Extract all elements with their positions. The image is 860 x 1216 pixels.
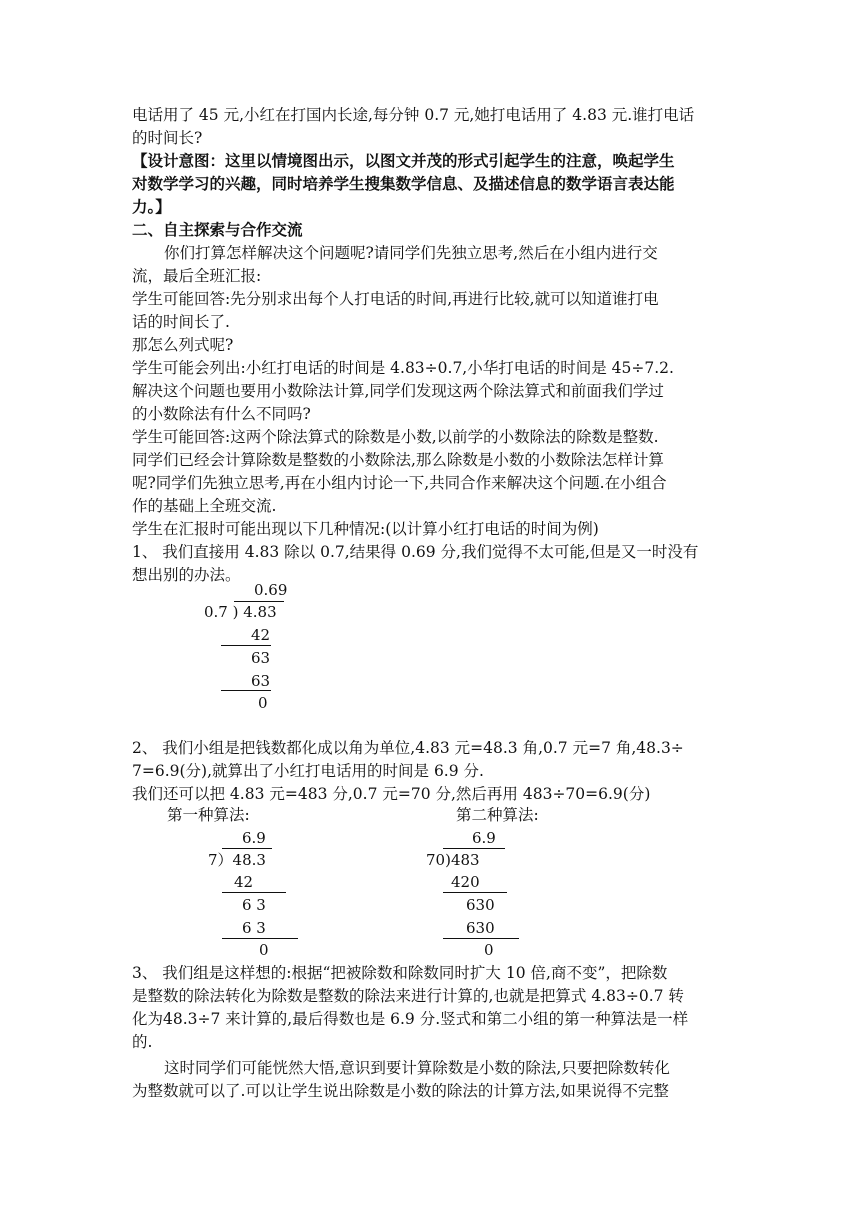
paragraph-line: 学生可能回答:这两个除法算式的除数是小数,以前学的小数除法的除数是整数. (132, 428, 659, 446)
paragraph-line: 的. (132, 1033, 153, 1051)
paragraph-line: 这时同学们可能恍然大悟,意识到要计算除数是小数的除法,只要把除数转化 (164, 1059, 670, 1077)
paragraph-line: 3、 我们组是这样想的:根据“把被除数和除数同时扩大 10 倍,商不变”，把除数 (132, 964, 668, 982)
partial-product: 420 (451, 873, 480, 891)
subtraction-line (222, 892, 286, 893)
remainder: 0 (259, 941, 269, 959)
paragraph-line: 电话用了 45 元,小红在打国内长途,每分钟 0.7 元,她打电话用了 4.83 元.谁打电话 (132, 106, 695, 124)
method-title: 第二种算法: (456, 806, 539, 824)
partial-product: 42 (234, 873, 254, 891)
subtraction-line (443, 938, 519, 939)
paragraph-line: 解决这个问题也要用小数除法计算,同学们发现这两个除法算式和前面我们学过 (132, 382, 664, 400)
partial-remainder: 6 3 (242, 896, 266, 914)
paragraph-line: 作的基础上全班交流. (132, 497, 277, 515)
subtraction-line (222, 938, 298, 939)
design-intent-line: 对数学学习的兴趣，同时培养学生搜集数学信息、及描述信息的数学语言表达能 (132, 175, 675, 193)
paragraph-line: 2、 我们小组是把钱数都化成以角为单位,4.83 元=48.3 角,0.7 元=7 角,48.3÷ (132, 739, 684, 757)
partial-product: 42 (251, 626, 271, 644)
remainder: 0 (484, 941, 494, 959)
design-intent-line: 力。】 (132, 198, 171, 216)
partial-product: 630 (466, 919, 495, 937)
paragraph-line: 7=6.9(分),就算出了小红打电话用的时间是 6.9 分. (132, 762, 484, 780)
paragraph-line: 想出别的办法。 (132, 566, 241, 584)
paragraph-line: 流，最后全班汇报: (132, 267, 262, 285)
quotient: 6.9 (472, 829, 496, 847)
partial-product: 63 (251, 672, 271, 690)
paragraph-line: 化为48.3÷7 来计算的,最后得数也是 6.9 分.竖式和第二小组的第一种算法是一样 (132, 1010, 689, 1028)
subtraction-line (221, 645, 271, 646)
paragraph-line: 呢?同学们先独立思考,再在小组内讨论一下,共同合作来解决这个问题.在小组合 (132, 474, 667, 492)
paragraph-line: 1、 我们直接用 4.83 除以 0.7,结果得 0.69 分,我们觉得不太可能,但是又一时没有 (132, 543, 699, 561)
paragraph-line: 话的时间长了. (132, 313, 230, 331)
remainder: 0 (258, 694, 268, 712)
division-bar (443, 848, 505, 849)
subtraction-line (443, 892, 507, 893)
divisor-dividend: 0.7 ) 4.83 (204, 603, 277, 621)
method-title: 第一种算法: (167, 806, 250, 824)
paragraph-line: 学生可能回答:先分别求出每个人打电话的时间,再进行比较,就可以知道谁打电 (132, 290, 659, 308)
partial-remainder: 630 (466, 896, 495, 914)
subtraction-line (221, 690, 271, 691)
quotient: 6.9 (242, 829, 266, 847)
paragraph-line: 同学们已经会计算除数是整数的小数除法,那么除数是小数的小数除法怎样计算 (132, 451, 664, 469)
paragraph-line: 的时间长? (132, 129, 203, 147)
section-heading: 二、自主探索与合作交流 (132, 221, 303, 239)
paragraph-line: 你们打算怎样解决这个问题呢?请同学们先独立思考,然后在小组内进行交 (164, 244, 658, 262)
paragraph-line: 学生可能会列出:小红打电话的时间是 4.83÷0.7,小华打电话的时间是 45÷7.2. (132, 359, 674, 377)
paragraph-line: 那怎么列式呢? (132, 336, 234, 354)
paragraph-line: 是整数的除法转化为除数是整数的除法来进行计算的,也就是把算式 4.83÷0.7 转 (132, 987, 684, 1005)
paragraph-line: 为整数就可以了.可以让学生说出除数是小数的除法的计算方法,如果说得不完整 (132, 1082, 669, 1100)
divisor-dividend: 7）48.3 (208, 851, 266, 869)
design-intent-line: 【设计意图：这里以情境图出示，以图文并茂的形式引起学生的注意，唤起学生 (132, 152, 675, 170)
quotient: 0.69 (254, 581, 288, 599)
divisor-dividend: 70)483 (426, 851, 480, 869)
paragraph-line: 我们还可以把 4.83 元=483 分,0.7 元=70 分,然后再用 483÷70=6.9(分) (132, 785, 651, 803)
partial-remainder: 63 (251, 649, 271, 667)
partial-product: 6 3 (242, 919, 266, 937)
paragraph-line: 学生在汇报时可能出现以下几种情况:(以计算小红打电话的时间为例) (132, 520, 599, 538)
paragraph-line: 的小数除法有什么不同吗? (132, 405, 311, 423)
division-bar (222, 848, 272, 849)
